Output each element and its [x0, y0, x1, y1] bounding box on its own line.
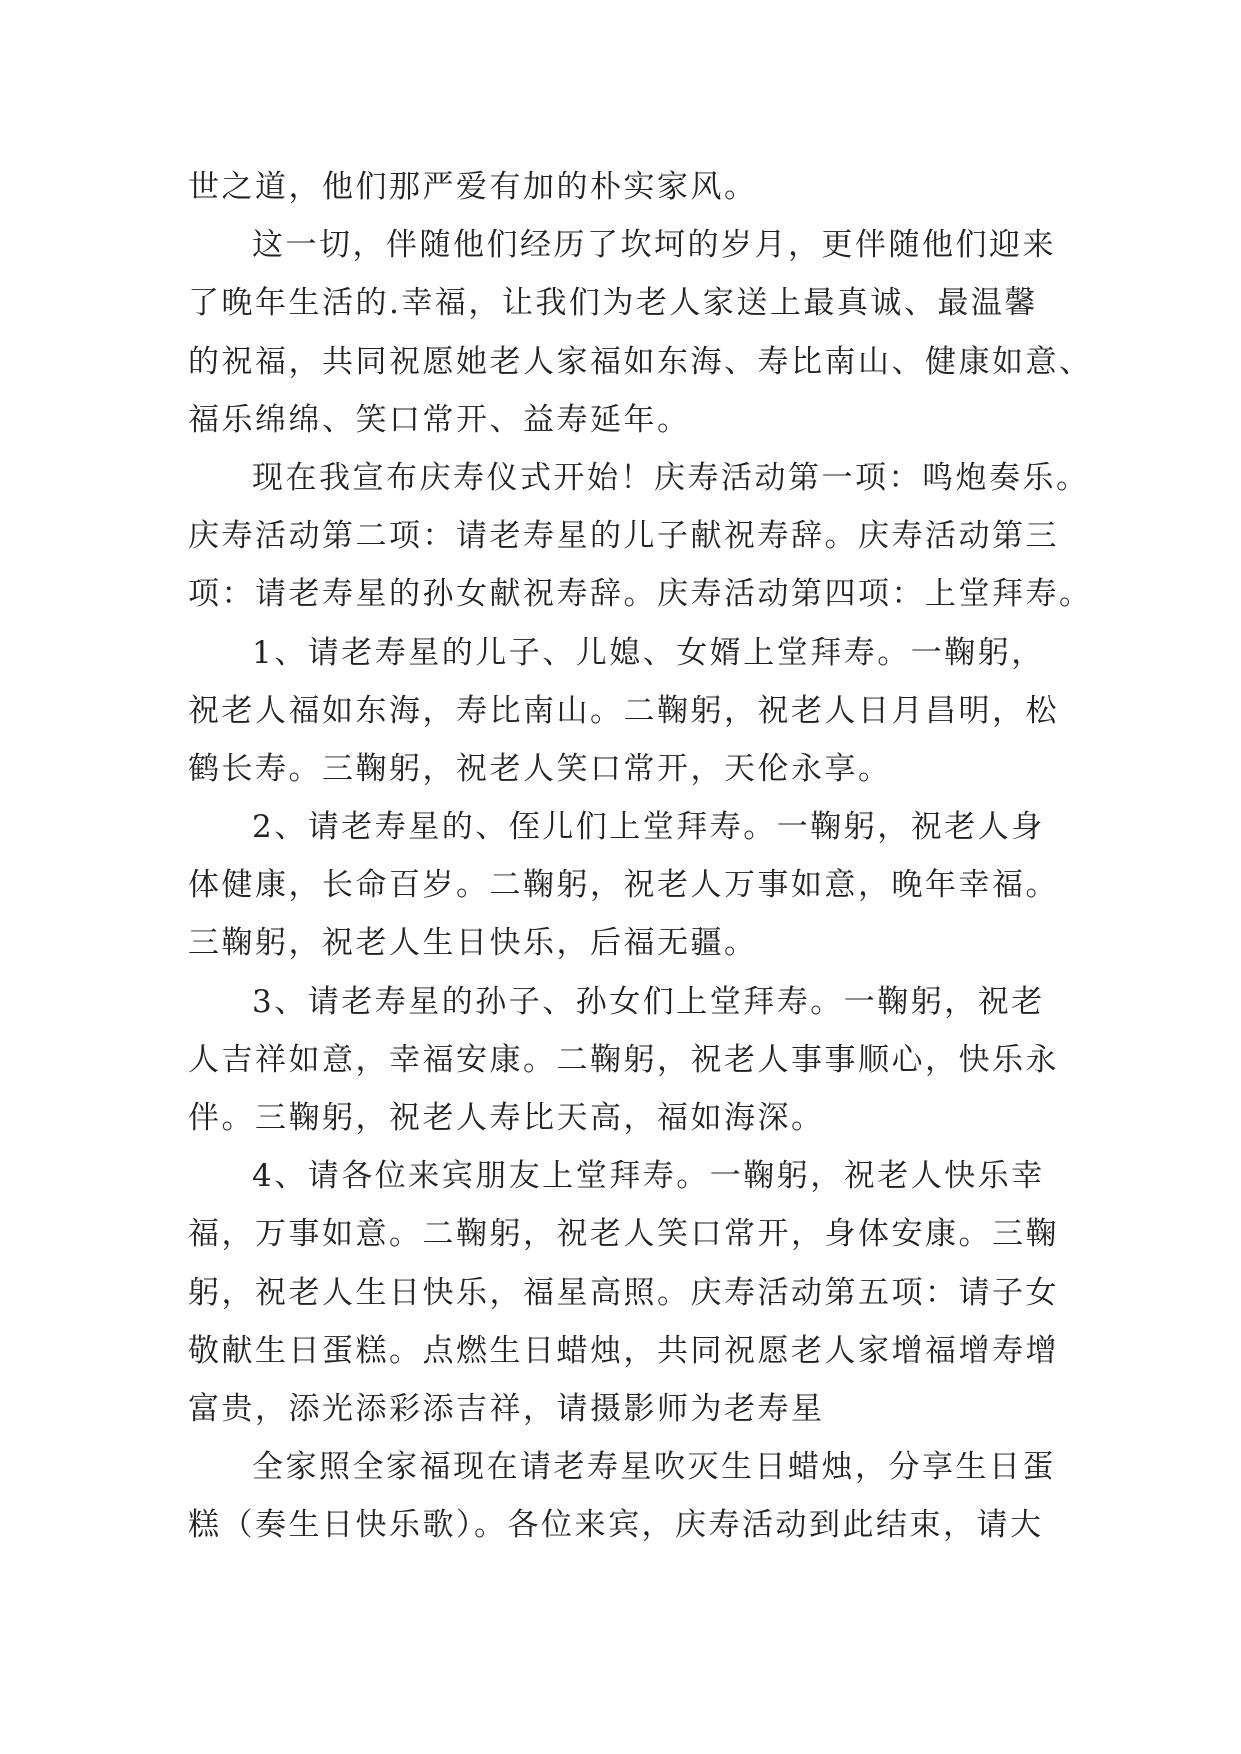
- text-line: 世之道，他们那严爱有加的朴实家风。: [188, 169, 758, 205]
- text-line: 敬献生日蛋糕。点燃生日蜡烛，共同祝愿老人家增福增寿增: [188, 1332, 1059, 1369]
- text-line: 富贵，添光添彩添吉祥，请摄影师为老寿星: [188, 1390, 825, 1427]
- text-line: 现在我宣布庆寿仪式开始！庆寿活动第一项：鸣炮奏乐。: [252, 459, 1090, 496]
- text-line: 糕（奏生日快乐歌）。各位来宾，庆寿活动到此结束，请大: [188, 1507, 1044, 1544]
- text-line: 伴。三鞠躬，祝老人寿比天高，福如海深。: [188, 1100, 825, 1136]
- text-line: 体健康，长命百岁。二鞠躬，祝老人万事如意，晚年幸福。: [188, 867, 1059, 904]
- text-line: 的祝福，共同祝愿她老人家福如东海、寿比南山、健康如意、: [188, 343, 1093, 380]
- text-line: 躬，祝老人生日快乐，福星高照。庆寿活动第五项：请子女: [188, 1274, 1059, 1311]
- text-line: 全家照全家福现在请老寿星吹灭生日蜡烛，分享生日蛋: [252, 1449, 1056, 1486]
- text-line: 3、请老寿星的孙子、孙女们上堂拜寿。一鞠躬，祝老: [252, 983, 1045, 1020]
- text-line: 4、请各位来宾朋友上堂拜寿。一鞠躬，祝老人快乐幸: [252, 1158, 1045, 1195]
- text-line: 庆寿活动第二项：请老寿星的儿子献祝寿辞。庆寿活动第三: [188, 518, 1059, 555]
- text-line: 祝老人福如东海，寿比南山。二鞠躬，祝老人日月昌明，松: [188, 692, 1059, 729]
- text-line: 鹤长寿。三鞠躬，祝老人笑口常开，天伦永享。: [188, 750, 892, 787]
- text-line: 人吉祥如意，幸福安康。二鞠躬，祝老人事事顺心，快乐永: [188, 1041, 1059, 1078]
- text-line: 项：请老寿星的孙女献祝寿辞。庆寿活动第四项：上堂拜寿。: [188, 576, 1093, 613]
- text-line: 三鞠躬，祝老人生日快乐，后福无疆。: [188, 925, 758, 962]
- text-line: 福乐绵绵、笑口常开、益寿延年。: [188, 401, 691, 438]
- text-line: 福，万事如意。二鞠躬，祝老人笑口常开，身体安康。三鞠: [188, 1216, 1059, 1253]
- text-line: 这一切，伴随他们经历了坎坷的岁月，更伴随他们迎来: [252, 227, 1056, 264]
- text-line: 了晚年生活的.幸福，让我们为老人家送上最真诚、最温馨: [188, 285, 1038, 322]
- text-line: 1、请老寿星的儿子、儿媳、女婿上堂拜寿。一鞠躬，: [252, 634, 1045, 671]
- text-line: 2、请老寿星的、侄儿们上堂拜寿。一鞠躬，祝老人身: [252, 809, 1045, 846]
- document-body: [188, 158, 1093, 1555]
